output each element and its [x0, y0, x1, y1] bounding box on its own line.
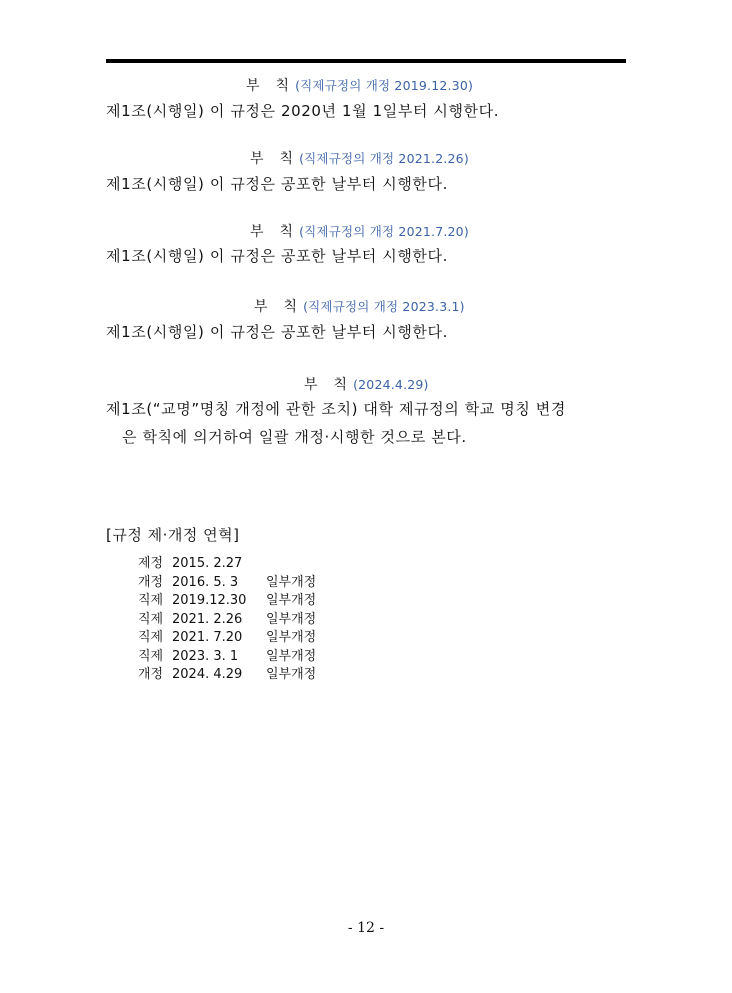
history-kind: 직제: [138, 648, 164, 664]
heading-word: 칙: [275, 78, 290, 94]
supplement-heading: [246, 75, 473, 95]
history-date: 2019.12.30: [172, 593, 247, 608]
history-row: [138, 666, 316, 685]
history-kind: 개정: [138, 574, 164, 590]
heading-word: 칙: [279, 224, 294, 240]
supplement-heading: [250, 221, 469, 241]
article-text: 제1조(시행일) 이 규정은 공포한 날부터 시행한다.: [106, 175, 448, 193]
amendment-note: (2024.4.29): [353, 377, 429, 392]
amendment-note: (직제규정의 개정 2019.12.30): [295, 78, 474, 93]
history-date: 2016. 5. 3: [172, 574, 239, 590]
article-text: 제1조(시행일) 이 규정은 2020년 1월 1일부터 시행한다.: [106, 102, 500, 120]
history-date: 2021. 7.20: [172, 630, 243, 645]
history-note: 일부개정: [266, 593, 317, 608]
heading-word: 칙: [333, 377, 348, 393]
history-row: [138, 592, 316, 611]
heading-word: 부: [254, 299, 268, 315]
history-row: [138, 611, 316, 630]
article-text-continued: 은 학칙에 의거하여 일괄 개정·시행한 것으로 본다.: [122, 428, 467, 446]
history-note: 일부개정: [266, 667, 317, 682]
heading-word: 칙: [283, 299, 298, 315]
revision-history-title: [규정 제·개정 연혁]: [106, 526, 240, 544]
history-kind: 직제: [138, 593, 164, 608]
amendment-note: (직제규정의 개정 2021.2.26): [299, 151, 469, 166]
history-date: 2024. 4.29: [172, 667, 243, 682]
history-row: [138, 648, 316, 667]
heading-word: 부: [304, 377, 318, 393]
heading-word: 칙: [279, 151, 294, 167]
top-rule: [106, 59, 626, 63]
history-row: [138, 574, 316, 593]
heading-word: 부: [250, 224, 264, 240]
history-note: 일부개정: [266, 648, 317, 664]
history-note: 일부개정: [266, 611, 317, 627]
heading-word: 부: [250, 151, 264, 167]
history-row: [138, 629, 316, 648]
page-number: - 12 -: [347, 920, 385, 936]
history-kind: 제정: [138, 556, 164, 571]
history-kind: 개정: [138, 667, 164, 682]
amendment-note: (직제규정의 개정 2021.7.20): [299, 224, 469, 239]
amendment-note: (직제규정의 개정 2023.3.1): [303, 299, 465, 314]
history-row: [138, 555, 316, 574]
history-note: 일부개정: [266, 630, 317, 645]
history-note: 일부개정: [266, 574, 317, 590]
supplement-heading: [304, 374, 429, 394]
heading-word: 부: [246, 78, 260, 94]
article-text: 제1조(시행일) 이 규정은 공포한 날부터 시행한다.: [106, 247, 448, 265]
history-kind: 직제: [138, 630, 164, 645]
article-text: 제1조(“교명”명칭 개정에 관한 조치) 대학 제규정의 학교 명칭 변경: [106, 400, 566, 418]
history-date: 2023. 3. 1: [172, 648, 239, 664]
history-date: 2021. 2.26: [172, 611, 243, 627]
article-text: 제1조(시행일) 이 규정은 공포한 날부터 시행한다.: [106, 323, 448, 341]
history-date: 2015. 2.27: [172, 556, 243, 571]
history-kind: 직제: [138, 611, 164, 627]
supplement-heading: [250, 148, 469, 168]
revision-history-list: [138, 555, 316, 685]
supplement-heading: [254, 296, 465, 316]
